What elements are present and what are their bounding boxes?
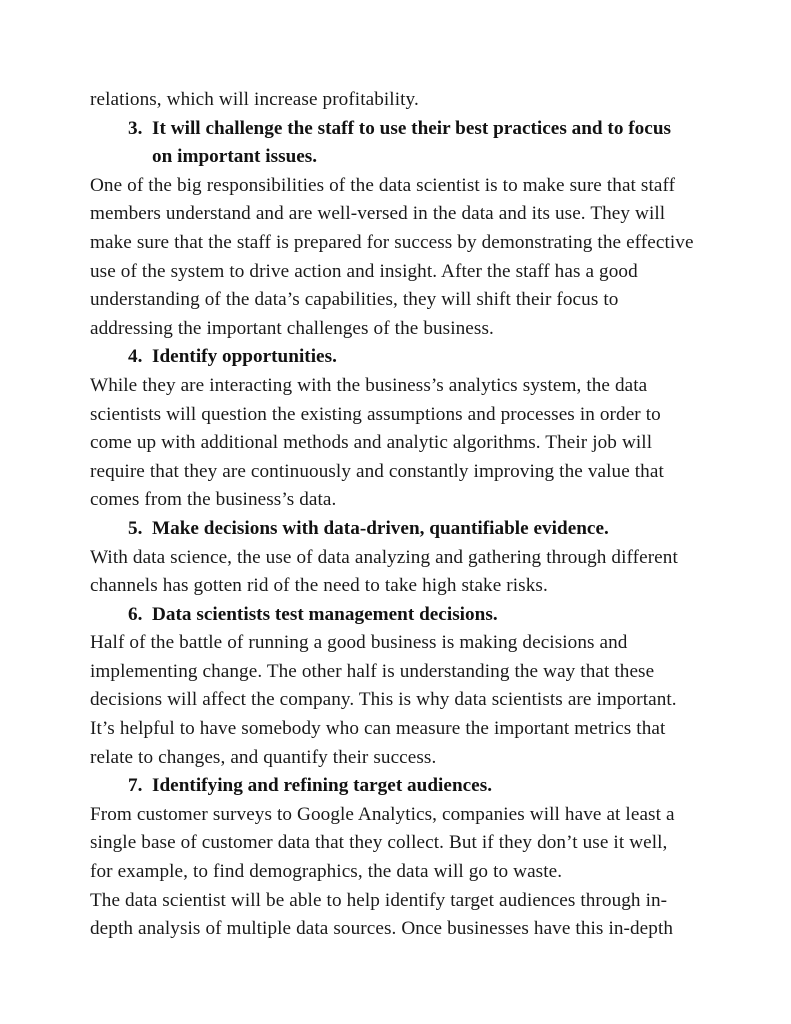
- list-item-number: 4.: [128, 346, 143, 368]
- list-item-text: Identifying and refining target audiences.: [152, 775, 493, 797]
- list-item-number: 5.: [128, 517, 143, 539]
- list-item-text: Make decisions with data-driven, quantifiable evidence.: [152, 517, 609, 539]
- paragraph-3: One of the big responsibilities of the data scientist is to make sure that staff members understand and are well-versed in the data and its use. They will make sure that the staff is prepared for success by demonstrating the effective use of the system to drive action and insight. After the staff has a good understanding of the data’s capabilities, they will shift their focus to addressing the important challenges of the business.: [90, 174, 694, 339]
- document-body: [90, 86, 694, 944]
- list-item-3: [90, 115, 694, 172]
- paragraph-7a: From customer surveys to Google Analytics, companies will have at least a single base of customer data that they collect. But if they don’t use it well, for example, to find demographics, the data will go to waste.: [90, 803, 675, 883]
- list-item-number: 6.: [128, 603, 143, 625]
- list-item-4: [90, 343, 694, 372]
- list-item-5: [90, 515, 694, 544]
- list-item-6: [90, 601, 694, 630]
- paragraph-5: With data science, the use of data analyzing and gathering through different channels has gotten rid of the need to take high stake risks.: [90, 546, 678, 597]
- paragraph-intro: relations, which will increase profitability.: [90, 89, 419, 110]
- list-item-number: 3.: [128, 117, 143, 139]
- paragraph-4: While they are interacting with the business’s analytics system, the data scientists will question the existing assumptions and processes in order to come up with additional methods and analytic algorithms. Their job will require that they are continuously and constantly improving the value that comes from the business’s data.: [90, 374, 664, 511]
- list-item-number: 7.: [128, 775, 143, 797]
- list-item-text: Data scientists test management decisions.: [152, 603, 498, 625]
- paragraph-6: Half of the battle of running a good business is making decisions and implementing change. The other half is understanding the way that these decisions will affect the company. This is why data scientists are important. It’s helpful to have somebody who can measure the important metrics that relate to changes, and quantify their success.: [90, 632, 677, 768]
- list-item-text: Identify opportunities.: [152, 346, 337, 368]
- list-item-7: [90, 772, 694, 801]
- paragraph-7b: The data scientist will be able to help identify target audiences through in-depth analysis of multiple data sources. Once businesses have this in-depth: [90, 889, 674, 940]
- list-item-text: It will challenge the staff to use their best practices and to focus on important issues.: [152, 117, 672, 168]
